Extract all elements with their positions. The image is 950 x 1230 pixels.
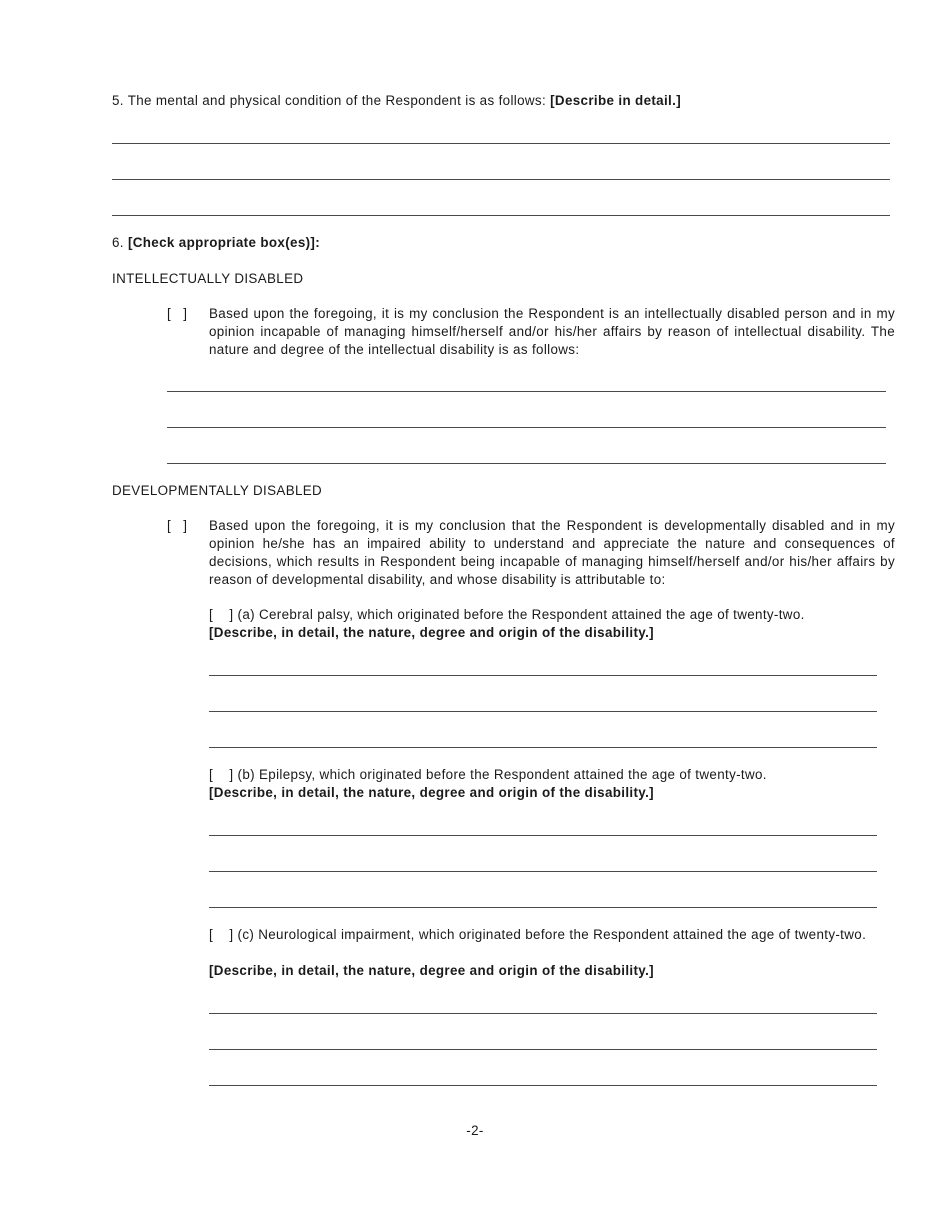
- option-c-checkbox[interactable]: [ ]: [209, 927, 234, 942]
- option-c-answer-line-1[interactable]: [209, 1013, 877, 1014]
- intellectual-answer-line-3[interactable]: [167, 463, 886, 464]
- option-c-text: (c) Neurological impairment, which originated before the Respondent attained the age of twenty-two.: [233, 927, 867, 942]
- option-a-text: (a) Cerebral palsy, which originated before the Respondent attained the age of twenty-two.: [233, 607, 805, 622]
- intellectual-answer-line-1[interactable]: [167, 391, 886, 392]
- option-b: [209, 766, 869, 784]
- item-6-number: 6.: [112, 235, 128, 250]
- item-5-answer-line-2[interactable]: [112, 179, 890, 180]
- option-a: [209, 606, 869, 624]
- item-5-answer-line-1[interactable]: [112, 143, 890, 144]
- item-5-answer-line-3[interactable]: [112, 215, 890, 216]
- item-6-instruction: [Check appropriate box(es)]:: [127, 235, 321, 250]
- option-a-answer-line-2[interactable]: [209, 711, 877, 712]
- option-c-answer-line-3[interactable]: [209, 1085, 877, 1086]
- option-c-instruction: [Describe, in detail, the nature, degree and origin of the disability.]: [209, 963, 654, 978]
- option-b-instruction: [Describe, in detail, the nature, degree and origin of the disability.]: [209, 785, 654, 800]
- developmental-checkbox[interactable]: [ ]: [167, 518, 188, 533]
- option-b-checkbox[interactable]: [ ]: [209, 767, 234, 782]
- option-c: [209, 926, 869, 944]
- page-number: -2-: [466, 1123, 484, 1138]
- item-5-text: 5. The mental and physical condition of the Respondent is as follows:: [112, 93, 551, 108]
- item-5-instruction: [Describe in detail.]: [550, 93, 681, 108]
- option-a-instruction: [Describe, in detail, the nature, degree and origin of the disability.]: [209, 625, 654, 640]
- option-a-checkbox[interactable]: [ ]: [209, 607, 234, 622]
- option-a-answer-line-3[interactable]: [209, 747, 877, 748]
- intellectual-checkbox[interactable]: [ ]: [167, 306, 188, 321]
- option-c-answer-line-2[interactable]: [209, 1049, 877, 1050]
- option-b-answer-line-2[interactable]: [209, 871, 877, 872]
- item-5-prompt: [112, 92, 681, 110]
- intellectual-answer-line-2[interactable]: [167, 427, 886, 428]
- option-b-text: (b) Epilepsy, which originated before the Respondent attained the age of twenty-two.: [233, 767, 767, 782]
- intellectual-heading: INTELLECTUALLY DISABLED: [112, 271, 304, 286]
- intellectual-text: Based upon the foregoing, it is my conclusion the Respondent is an intellectually disabled person and in my opinion incapable of managing himself/herself and/or his/her affairs by reason of intellectual disability. The nature and degree of the intellectual disability is as follows:: [209, 306, 895, 357]
- option-b-answer-line-1[interactable]: [209, 835, 877, 836]
- developmental-text: Based upon the foregoing, it is my conclusion that the Respondent is developmentally disabled and in my opinion he/she has an impaired ability to understand and appreciate the nature and consequences of decisions, which results in Respondent being incapable of managing himself/herself and/or his/her affairs by reason of developmental disability, and whose disability is attributable to:: [209, 518, 895, 587]
- option-b-answer-line-3[interactable]: [209, 907, 877, 908]
- option-a-answer-line-1[interactable]: [209, 675, 877, 676]
- item-6-prompt: [112, 234, 320, 252]
- developmental-heading: DEVELOPMENTALLY DISABLED: [112, 483, 323, 498]
